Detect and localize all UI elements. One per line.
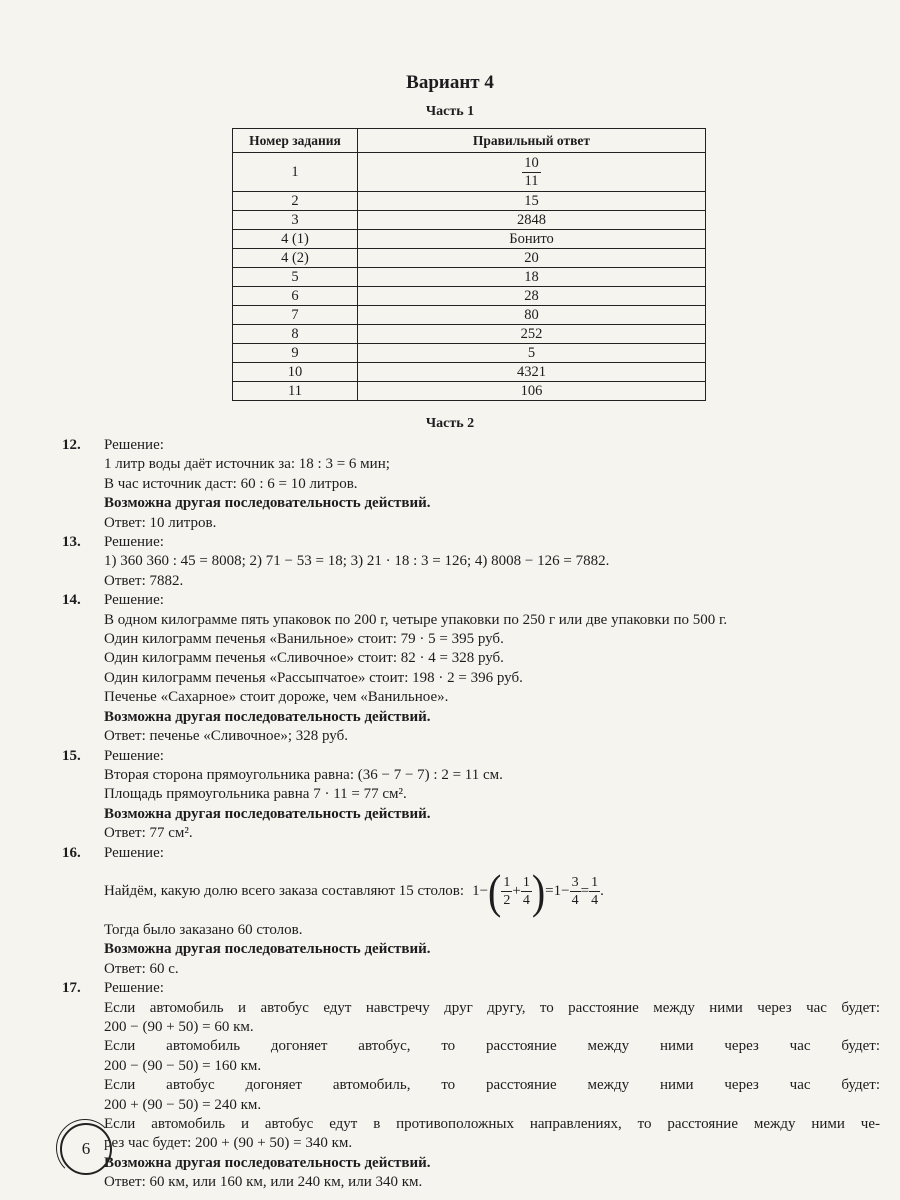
task-number: 13. xyxy=(62,534,81,551)
table-row xyxy=(233,306,706,325)
solution-line: Один килограмм печенья «Ванильное» стоит: 79 · 5 = 395 руб. xyxy=(104,631,504,648)
solution-line: 200 + (90 − 50) = 240 км. xyxy=(104,1096,262,1113)
solution-line: Решение: xyxy=(104,980,164,997)
task-number: 16. xyxy=(62,844,81,861)
page-title: Вариант 4 xyxy=(406,72,494,93)
table-row xyxy=(233,363,706,382)
solution-line: Если автомобиль догоняет автобус, то расстояние между ними через час будет: xyxy=(104,1038,880,1055)
task-number: 3 xyxy=(233,211,358,230)
solution-line: Если автомобиль и автобус едут в противоположных направлениях, то расстояние между ними че- xyxy=(104,1116,880,1132)
fraction xyxy=(589,874,600,909)
answer-cell: Бонито xyxy=(358,230,706,249)
solution-line: Ответ: печенье «Сливочное»; 328 руб. xyxy=(104,728,348,745)
answer-cell: 18 xyxy=(358,268,706,287)
task-number: 10 xyxy=(233,363,358,382)
task-number: 2 xyxy=(233,192,358,211)
task-number: 6 xyxy=(233,287,358,306)
fraction xyxy=(570,874,581,909)
answer-cell: 252 xyxy=(358,325,706,344)
task-solution xyxy=(62,436,880,533)
solution-line: Если автомобиль и автобус едут навстречу друг другу, то расстояние между ними через час будет: xyxy=(104,999,880,1016)
task-number: 4 (2) xyxy=(233,249,358,268)
solution-line: Вторая сторона прямоугольника равна: (36 − 7 − 7) : 2 = 11 см. xyxy=(104,766,503,783)
table-row xyxy=(233,192,706,211)
task-number: 11 xyxy=(233,382,358,401)
formula-plus: + xyxy=(512,883,521,900)
table-row xyxy=(233,153,706,192)
answer-cell: 20 xyxy=(358,249,706,268)
solution-line: Площадь прямоугольника равна 7 · 11 = 77 см². xyxy=(104,786,407,803)
solution-line: Если автобус догоняет автомобиль, то расстояние между ними через час будет: xyxy=(104,1077,880,1094)
solution-line: рез час будет: 200 + (90 + 50) = 340 км. xyxy=(104,1135,353,1152)
task-number: 8 xyxy=(233,325,358,344)
solution-line: Решение: xyxy=(104,437,164,453)
table-row xyxy=(233,325,706,344)
task-number: 4 (1) xyxy=(233,230,358,249)
answer-cell: 2848 xyxy=(358,211,706,230)
denominator: 4 xyxy=(571,893,579,909)
solution-line: 200 − (90 + 50) = 60 км. xyxy=(104,1018,254,1035)
solution-line: Один килограмм печенья «Сливочное» стоит: 82 · 4 = 328 руб. xyxy=(104,650,504,667)
answer-cell: 5 xyxy=(358,344,706,363)
solution-line: 1) 360 360 : 45 = 8008; 2) 71 − 53 = 18; 3) 21 · 18 : 3 = 126; 4) 8008 − 126 = 7882. xyxy=(104,553,610,570)
answer-cell xyxy=(358,153,706,192)
task-solution xyxy=(62,979,880,1192)
denominator: 4 xyxy=(591,893,599,909)
denominator: 2 xyxy=(503,893,511,909)
task-number: 9 xyxy=(233,344,358,363)
answers-table xyxy=(232,128,706,401)
solution-line: 200 − (90 − 50) = 160 км. xyxy=(104,1057,262,1074)
solution-line: Ответ: 10 литров. xyxy=(104,514,217,531)
answer-cell: 4321 xyxy=(358,363,706,382)
column-header-answer: Правильный ответ xyxy=(358,129,706,153)
table-row xyxy=(233,268,706,287)
answer-cell: 15 xyxy=(358,192,706,211)
solution-line: Ответ: 60 км, или 160 км, или 240 км, или 340 км. xyxy=(104,1174,423,1191)
task-solution xyxy=(62,844,880,980)
table-row xyxy=(233,249,706,268)
numerator: 10 xyxy=(524,154,539,171)
formula-minus: − xyxy=(479,883,489,900)
denominator: 4 xyxy=(522,893,530,909)
note-line: Возможна другая последовательность действий. xyxy=(104,1154,431,1171)
solution-line: Решение: xyxy=(104,844,164,861)
formula-equals: = xyxy=(580,883,590,900)
part1-heading: Часть 1 xyxy=(425,104,475,119)
table-row xyxy=(233,211,706,230)
solution-line: Ответ: 7882. xyxy=(104,572,184,589)
formula-line xyxy=(104,863,880,921)
solution-line: Тогда было заказано 60 столов. xyxy=(104,921,303,938)
task-number: 12. xyxy=(62,437,81,453)
denominator: 11 xyxy=(524,172,539,189)
solution-line: Печенье «Сахарное» стоит дороже, чем «Ванильное». xyxy=(104,689,449,706)
task-solution xyxy=(62,533,880,591)
task-solution xyxy=(62,591,880,746)
right-paren: ) xyxy=(531,864,546,919)
solution-line: В час источник даст: 60 : 6 = 10 литров. xyxy=(104,475,358,492)
solution-line: В одном килограмме пять упаковок по 200 г, четыре упаковки по 250 г или две упаковки по 500 г. xyxy=(104,611,728,628)
formula-equals: = xyxy=(545,883,554,900)
formula-minus: − xyxy=(561,883,570,900)
formula-period: . xyxy=(600,883,604,900)
table-row xyxy=(233,230,706,249)
formula-one: 1 xyxy=(472,883,480,900)
answer-cell: 28 xyxy=(358,287,706,306)
solution-line: Решение: xyxy=(104,747,164,764)
page-number: 6 xyxy=(60,1123,112,1175)
numerator: 1 xyxy=(522,875,530,891)
solution-line: Ответ: 77 см². xyxy=(104,825,193,842)
solution-line: Ответ: 60 с. xyxy=(104,960,179,977)
task-number: 14. xyxy=(62,592,81,609)
numerator: 3 xyxy=(571,875,579,891)
task-solution xyxy=(62,747,880,844)
left-paren: ( xyxy=(488,864,502,919)
fraction xyxy=(521,874,532,909)
column-header-task: Номер задания xyxy=(233,129,358,153)
answer-cell: 80 xyxy=(358,306,706,325)
table-row xyxy=(233,382,706,401)
numerator: 1 xyxy=(503,875,511,891)
note-line: Возможна другая последовательность действий. xyxy=(104,941,431,958)
task-number: 1 xyxy=(233,153,358,192)
answer-cell: 106 xyxy=(358,382,706,401)
task-number: 5 xyxy=(233,268,358,287)
formula-text: Найдём, какую долю всего заказа составляют 15 столов: xyxy=(104,883,465,900)
solution-line: Один килограмм печенья «Рассыпчатое» стоит: 198 · 2 = 396 руб. xyxy=(104,669,523,686)
note-line: Возможна другая последовательность действий. xyxy=(104,708,431,725)
table-row xyxy=(233,344,706,363)
solution-line: Решение: xyxy=(104,534,164,551)
formula-one: 1 xyxy=(553,883,562,900)
numerator: 1 xyxy=(591,875,599,891)
solutions xyxy=(62,436,880,1193)
task-number: 7 xyxy=(233,306,358,325)
solution-line: Решение: xyxy=(104,592,164,609)
table-row xyxy=(233,287,706,306)
part2-heading: Часть 2 xyxy=(425,416,475,431)
note-line: Возможна другая последовательность действий. xyxy=(104,805,431,822)
fraction xyxy=(501,874,512,909)
note-line: Возможна другая последовательность действий. xyxy=(104,495,431,512)
solution-line: 1 литр воды даёт источник за: 18 : 3 = 6 мин; xyxy=(104,456,390,473)
fraction xyxy=(522,155,541,190)
task-number: 17. xyxy=(62,980,81,997)
task-number: 15. xyxy=(62,747,81,764)
